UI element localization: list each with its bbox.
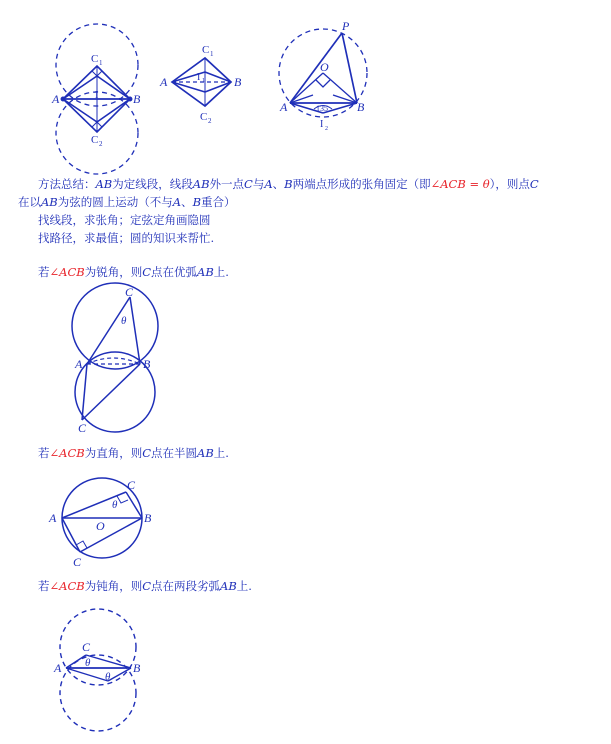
fig1-label-C1-sub: 1 (99, 59, 103, 67)
fig3-label-A: A (280, 100, 288, 114)
fig4-label-B: B (143, 357, 151, 371)
acute-ruo: 若 (38, 265, 50, 279)
obtuse-shang: 上. (236, 579, 252, 593)
fig3-label-O: O (320, 60, 329, 74)
summary-line2-a: 在以 (18, 195, 41, 209)
summary-line-4: 找路径，求最值；圆的知识来帮忙. (38, 231, 215, 245)
fig6-label-C: C (82, 640, 91, 654)
fig4-label-C-top: C (125, 285, 134, 299)
summary-c: C (244, 177, 253, 191)
obtuse-ze: ，则 (119, 579, 143, 593)
obtuse-c: C (142, 579, 152, 593)
figure-obtuse (60, 609, 136, 731)
summary-line2-A: A (172, 195, 182, 209)
fig1-label-C2-sub: 2 (99, 140, 103, 148)
fig1-label-I: I (95, 90, 99, 101)
summary-line2-B: B (192, 195, 202, 209)
fig6-theta-bottom: θ (105, 671, 111, 683)
obtuse-angle: ∠ACB (49, 579, 85, 593)
summary-t5: ），则点 (489, 177, 530, 191)
fig5-theta: θ (112, 499, 118, 511)
fig4-theta: θ (121, 315, 127, 327)
case-obtuse (38, 578, 252, 594)
fig2-label-I1: I (197, 72, 201, 83)
fig5-label-C-bottom: C (73, 555, 82, 569)
acute-c: C (142, 265, 152, 279)
fig2-label-C1-sub: 1 (210, 50, 214, 58)
fig2-label-A: A (160, 75, 168, 89)
acute-arc: 优弧 (174, 265, 198, 279)
summary-t3: 与 (252, 177, 265, 191)
obtuse-arc: 两段劣弧 (174, 579, 221, 593)
right-angle: ∠ACB (49, 446, 85, 460)
fig2-label-C1: C (202, 44, 210, 56)
fig1-label-A: A (52, 92, 60, 106)
fig5-label-A: A (49, 511, 57, 525)
fig3-label-B: B (357, 100, 365, 114)
summary-line2-b: 为弦的圆上运动（不与 (57, 195, 173, 209)
summary-t1: 为定线段，线段 (112, 177, 193, 191)
acute-ze: ，则 (119, 265, 143, 279)
fig4-label-C-bottom: C (78, 421, 87, 435)
fig1-label-C2: C (91, 134, 99, 146)
fig4-label-A: A (75, 357, 83, 371)
fig2-label-B: B (234, 75, 242, 89)
summary-line-1 (38, 176, 539, 192)
summary-ab-2: AB (192, 177, 210, 191)
case-acute (38, 264, 229, 280)
fig2-label-C2: C (200, 111, 208, 123)
fig5-label-B: B (144, 511, 152, 525)
right-c: C (142, 446, 152, 460)
obtuse-dian: 点在 (151, 579, 175, 593)
summary-line2-c: 重合） (201, 195, 236, 209)
case-right (38, 445, 229, 461)
right-ab: AB (197, 446, 214, 460)
summary-lead: 方法总结： (38, 177, 96, 191)
acute-angle: ∠ACB (49, 265, 85, 279)
fig2-label-C2-sub: 2 (208, 117, 212, 125)
right-ruo: 若 (38, 446, 50, 460)
fig3-angle-label: 135 (316, 104, 328, 113)
right-dian: 点在 (151, 446, 175, 460)
fig3-label-P: P (342, 19, 350, 33)
summary-t2: 外一点 (209, 177, 245, 191)
fig1-label-C1: C (91, 53, 99, 65)
fig3-label-I2-sub: 2 (325, 126, 328, 132)
fig2-label-I1-sub: 1 (202, 78, 205, 84)
summary-angle-expr: ∠ACB = θ (430, 177, 490, 191)
fig6-theta-top: θ (85, 657, 91, 669)
summary-c-2: C (529, 177, 539, 191)
summary-line2-sep: 、 (181, 195, 193, 209)
obtuse-ab: AB (220, 579, 237, 593)
right-shang: 上. (213, 446, 229, 460)
obtuse-kind: 为钝角 (84, 579, 120, 593)
acute-ab: AB (197, 265, 214, 279)
summary-a: A (264, 177, 273, 191)
summary-line-3: 找线段，求张角；定弦定角画隐圆 (38, 213, 211, 227)
fig1-label-B: B (133, 92, 141, 106)
fig5-label-O: O (96, 519, 105, 533)
summary-sep: 、 (272, 177, 285, 191)
right-kind: 为直角 (84, 446, 120, 460)
summary-b: B (284, 177, 293, 191)
obtuse-ruo: 若 (38, 579, 50, 593)
fig6-label-A: A (54, 661, 62, 675)
fig5-label-C-top: C (127, 478, 136, 492)
summary-t4: 两端点形成的张角固定（即 (292, 177, 431, 191)
fig6-label-B: B (133, 661, 141, 675)
summary-line-2 (18, 194, 236, 210)
fig3-label-I2: I (320, 119, 324, 130)
summary-line2-ab: AB (41, 195, 58, 209)
right-arc: 半圆 (174, 446, 198, 460)
summary-ab-1: AB (95, 177, 113, 191)
acute-shang: 上. (213, 265, 229, 279)
acute-kind: 为锐角 (84, 265, 120, 279)
right-ze: ，则 (119, 446, 143, 460)
acute-dian: 点在 (151, 265, 175, 279)
